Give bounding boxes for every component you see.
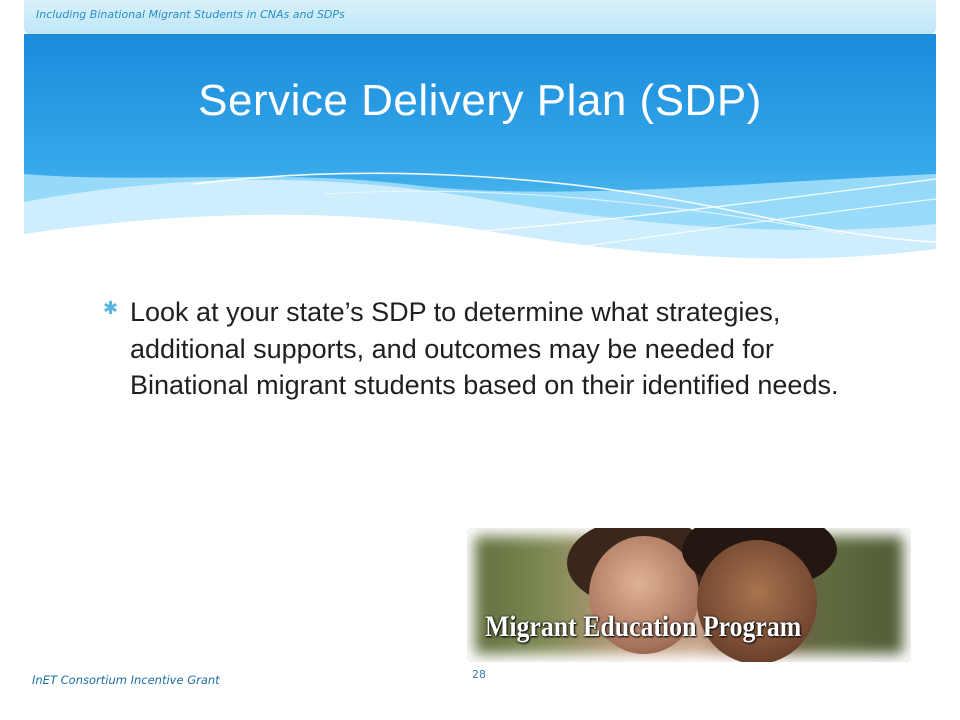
running-header-title: Including Binational Migrant Students in CNAs and SDPs [36,8,345,21]
asterisk-bullet-icon: ✱ [103,298,119,318]
bullet-text: Look at your state’s SDP to determine what strategies, additional supports, and outcomes may be needed for Binational migrant students based on their identified needs. [130,297,839,400]
banner-wave-graphic [24,34,936,278]
photo-caption: Migrant Education Program [485,610,802,643]
page-number: 28 [472,668,486,681]
footer-organization: InET Consortium Incentive Grant [32,673,220,687]
title-banner [24,34,936,278]
running-header-strip [24,0,936,34]
slide-title: Service Delivery Plan (SDP) [198,76,762,125]
migrant-education-program-photo [467,528,911,662]
